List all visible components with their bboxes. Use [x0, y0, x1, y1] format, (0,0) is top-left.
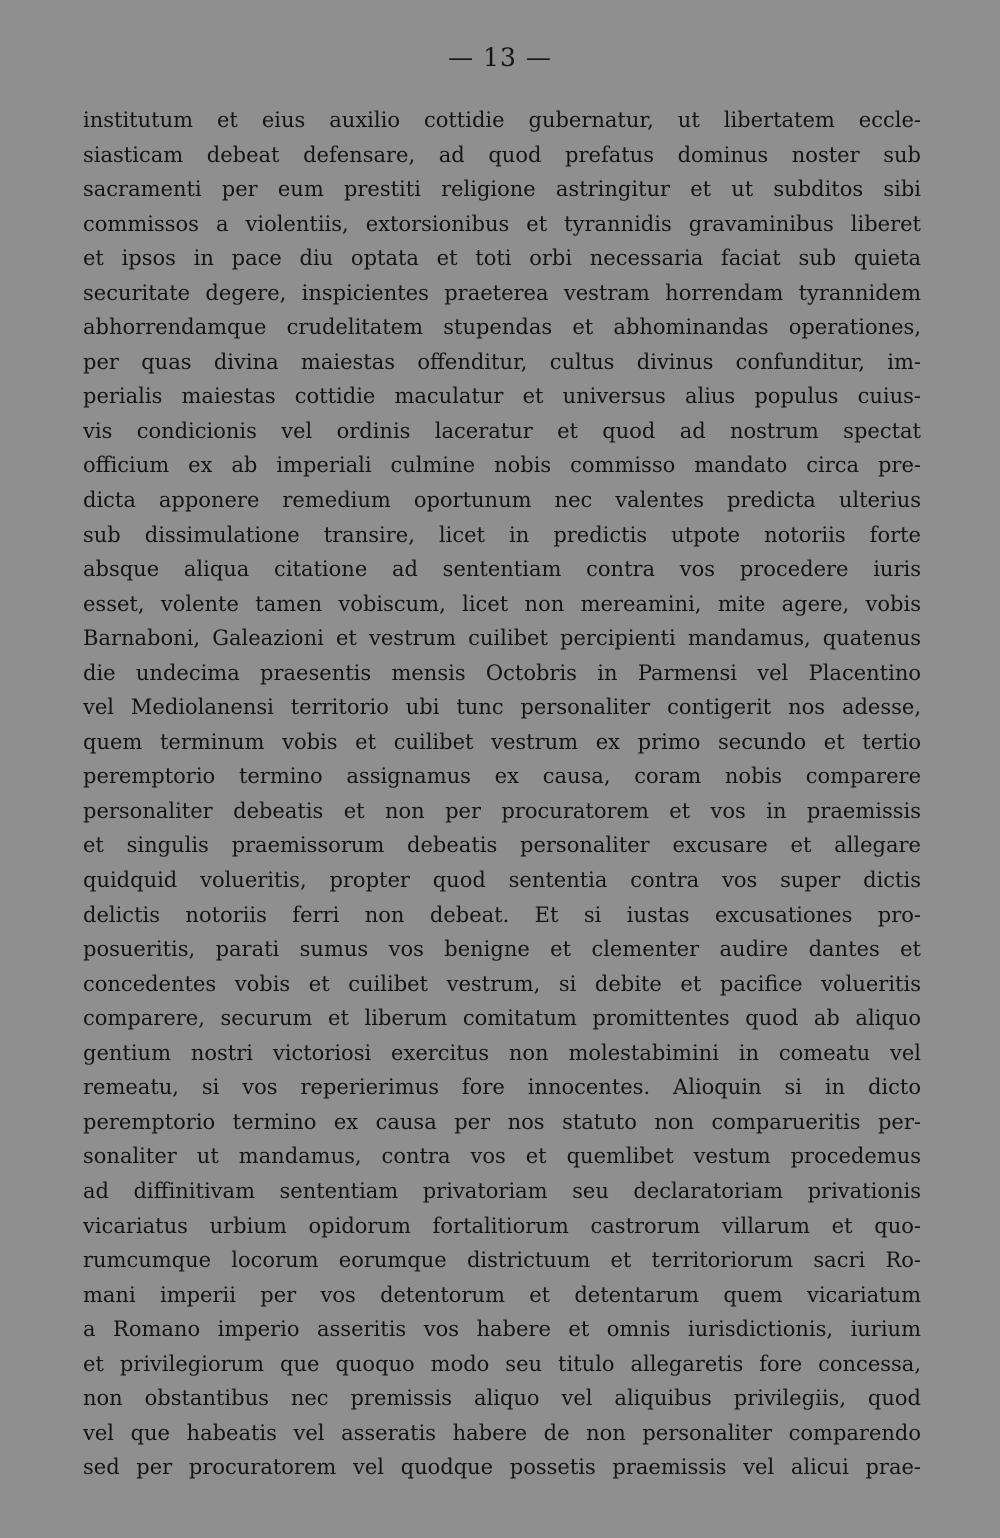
text-line: peremptorio termino assignamus ex causa, coram nobis comparere — [83, 764, 921, 789]
text-line: delictis notoriis ferri non debeat. Et si iustas excusationes pro- — [83, 902, 921, 927]
text-line: institutum et eius auxilio cottidie gubernatur, ut libertatem eccle- — [83, 108, 921, 132]
text-line: siasticam debeat defensare, ad quod prefatus dominus noster sub — [83, 142, 921, 167]
text-line: et privilegiorum que quoquo modo seu titulo allegaretis fore concessa, — [83, 1351, 921, 1376]
text-line: vel Mediolanensi territorio ubi tunc personaliter contigerit nos adesse, — [83, 695, 921, 720]
text-line: peremptorio termino ex causa per nos statuto non comparueritis per- — [83, 1109, 921, 1134]
text-line: posueritis, parati sumus vos benigne et clementer audire dantes et — [83, 937, 921, 962]
body-text — [83, 103, 921, 1485]
text-line: vel que habeatis vel asseratis habere de non personaliter comparendo — [83, 1420, 921, 1445]
text-line: absque aliqua citatione ad sententiam contra vos procedere iuris — [83, 557, 921, 582]
text-line: ad diffinitivam sententiam privatoriam seu declaratoriam privationis — [83, 1178, 921, 1203]
text-line: mani imperii per vos detentorum et detentarum quem vicariatum — [83, 1282, 921, 1307]
text-line: rumcumque locorum eorumque districtuum et territoriorum sacri Ro- — [83, 1248, 921, 1273]
text-line: sacramenti per eum prestiti religione astringitur et ut subditos sibi — [83, 177, 921, 202]
text-line: personaliter debeatis et non per procuratorem et vos in praemissis — [83, 798, 921, 823]
text-line: a Romano imperio asseritis vos habere et omnis iurisdictionis, iurium — [83, 1317, 921, 1342]
text-line: concedentes vobis et cuilibet vestrum, si debite et pacifice volueritis — [83, 971, 921, 996]
text-line: sub dissimulatione transire, licet in predictis utpote notoriis forte — [83, 522, 921, 547]
text-line: quidquid volueritis, propter quod sententia contra vos super dictis — [83, 868, 921, 893]
text-line: perialis maiestas cottidie maculatur et universus alius populus cuius- — [83, 384, 921, 409]
text-line: remeatu, si vos reperierimus fore innocentes. Alioquin si in dicto — [83, 1075, 921, 1100]
text-line: vicariatus urbium opidorum fortalitiorum castrorum villarum et quo- — [83, 1213, 921, 1238]
text-line: esset, volente tamen vobiscum, licet non mereamini, mite agere, vobis — [83, 591, 921, 616]
text-line: quem terminum vobis et cuilibet vestrum ex primo secundo et tertio — [83, 729, 921, 754]
text-line: commissos a violentiis, extorsionibus et tyrannidis gravaminibus liberet — [83, 211, 921, 236]
text-line: vis condicionis vel ordinis laceratur et quod ad nostrum spectat — [83, 418, 921, 443]
text-line: dicta apponere remedium oportunum nec valentes predicta ulterius — [83, 488, 921, 513]
text-line: securitate degere, inspicientes praeterea vestram horrendam tyrannidem — [83, 280, 921, 305]
text-line: per quas divina maiestas offenditur, cultus divinus confunditur, im- — [83, 349, 921, 374]
text-line: abhorrendamque crudelitatem stupendas et abhominandas operationes, — [83, 315, 921, 340]
text-line: die undecima praesentis mensis Octobris in Parmensi vel Placentino — [83, 660, 921, 685]
text-line: sonaliter ut mandamus, contra vos et quemlibet vestum procedemus — [83, 1144, 921, 1169]
text-line: non obstantibus nec premissis aliquo vel aliquibus privilegiis, quod — [83, 1386, 921, 1411]
text-line: et singulis praemissorum debeatis personaliter excusare et allegare — [83, 833, 921, 858]
page-number: — 13 — — [448, 43, 552, 72]
text-line: sed per procuratorem vel quodque possetis praemissis vel alicui prae- — [83, 1455, 921, 1480]
text-line: et ipsos in pace diu optata et toti orbi necessaria faciat sub quieta — [83, 246, 921, 271]
text-line: gentium nostri victoriosi exercitus non molestabimini in comeatu vel — [83, 1040, 921, 1065]
text-line: Barnaboni, Galeazioni et vestrum cuilibet percipienti mandamus, quatenus — [83, 626, 921, 651]
text-line: comparere, securum et liberum comitatum promittentes quod ab aliquo — [83, 1006, 921, 1031]
text-line: officium ex ab imperiali culmine nobis commisso mandato circa pre- — [83, 453, 921, 478]
